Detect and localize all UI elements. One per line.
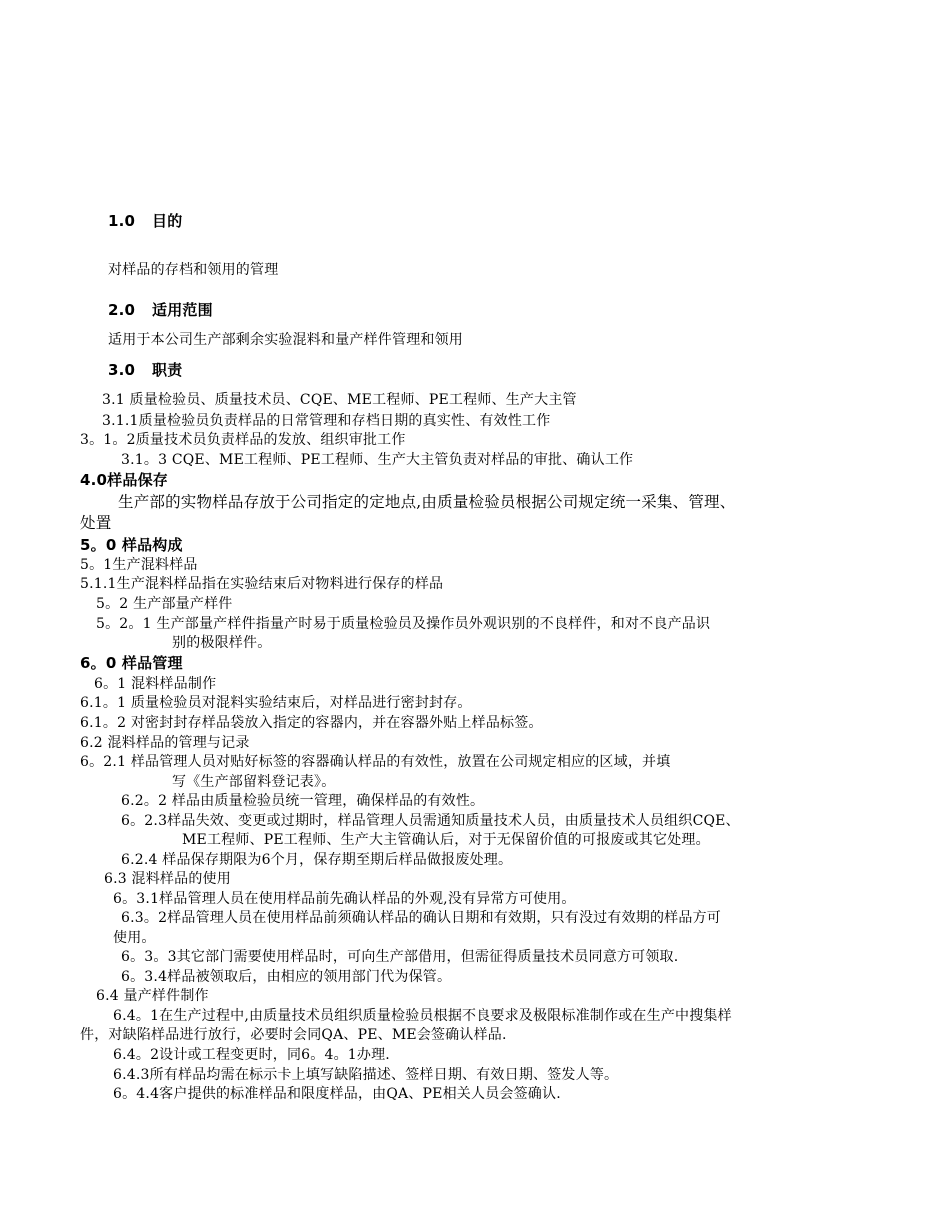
- section-4-body-line2: 处置: [80, 514, 112, 532]
- item-6-3-4: 6。3.4样品被领取后，由相应的领用部门代为保管。: [121, 969, 452, 985]
- item-6-2-1-line2: 写《生产部留料登记表》。: [172, 774, 336, 790]
- item-6-2-4: 6.2.4 样品保存期限为6个月，保存期至期后样品做报废处理。: [121, 852, 513, 868]
- section-1-body: 对样品的存档和领用的管理: [108, 262, 279, 278]
- item-5-1: 5。1生产混料样品: [80, 557, 198, 573]
- section-3-title: 职责: [152, 361, 183, 379]
- section-1-heading: [108, 212, 182, 231]
- section-3-number: 3.0: [108, 361, 136, 379]
- item-5-2: 5。2 生产部量产样件: [96, 596, 233, 612]
- item-6-2-2: 6.2。2 样品由质量检验员统一管理，确保样品的有效性。: [121, 793, 485, 809]
- item-6-3: 6.3 混料样品的使用: [104, 871, 231, 887]
- section-2-heading: [108, 301, 213, 320]
- item-5-2-1-line2: 别的极限样件。: [172, 635, 272, 651]
- item-6-2-1-line1: 6。2.1 样品管理人员对贴好标签的容器确认样品的有效性，放置在公司规定相应的区域，并填: [80, 754, 671, 770]
- item-6-4-4: 6。4.4客户提供的标准样品和限度样品，由QA、PE相关人员会签确认.: [113, 1086, 561, 1102]
- item-3-1-3: 3.1。3 CQE、ME工程师、PE工程师、生产大主管负责对样品的审批、确认工作: [121, 452, 634, 468]
- section-2-body: 适用于本公司生产部剩余实验混料和量产样件管理和领用: [108, 332, 463, 348]
- item-6-4-1-line2: 件，对缺陷样品进行放行，必要时会同QA、PE、ME会签确认样品.: [80, 1027, 507, 1043]
- section-4-heading: 4.0样品保存: [80, 471, 168, 489]
- item-6-4-3: 6.4.3所有样品均需在标示卡上填写缺陷描述、签样日期、有效日期、签发人等。: [113, 1067, 619, 1083]
- section-1-number: 1.0: [108, 212, 136, 230]
- item-6-1-1: 6.1。1 质量检验员对混料实验结束后，对样品进行密封封存。: [80, 695, 472, 711]
- item-3-1-1: 3.1.1质量检验员负责样品的日常管理和存档日期的真实性、有效性工作: [102, 413, 551, 429]
- item-6-1-2: 6.1。2 对密封封存样品袋放入指定的容器内，并在容器外贴上样品标签。: [80, 715, 543, 731]
- item-6-4-1-line1: 6.4。1在生产过程中,由质量技术员组织质量检验员根据不良要求及极限标准制作或在生产中搜集样: [113, 1008, 732, 1024]
- item-6-2-3-line2: ME工程师、PE工程师、生产大主管确认后，对于无保留价值的可报废或其它处理。: [182, 832, 710, 848]
- section-4-body-line1: 生产部的实物样品存放于公司指定的定地点,由质量检验员根据公司规定统一采集、管理、: [118, 493, 736, 511]
- item-3-1: 3.1 质量检验员、质量技术员、CQE、ME工程师、PE工程师、生产大主管: [102, 392, 577, 408]
- section-3-heading: [108, 361, 182, 380]
- item-5-2-1-line1: 5。2。1 生产部量产样件指量产时易于质量检验员及操作员外观识别的不良样件，和对不良产品识: [96, 616, 711, 632]
- item-6-4: 6.4 量产样件制作: [96, 988, 209, 1004]
- item-5-1-1: 5.1.1生产混料样品指在实验结束后对物料进行保存的样品: [80, 576, 444, 592]
- item-6-1: 6。1 混料样品制作: [94, 676, 217, 692]
- item-6-3-1: 6。3.1样品管理人员在使用样品前先确认样品的外观,没有异常方可使用。: [113, 891, 576, 907]
- item-3-1-2: 3。1。2质量技术员负责样品的发放、组织审批工作: [80, 432, 406, 448]
- section-2-number: 2.0: [108, 301, 136, 319]
- item-6-3-3: 6。3。3其它部门需要使用样品时，可向生产部借用，但需征得质量技术员同意方可领取.: [121, 949, 679, 965]
- item-6-4-2: 6.4。2设计或工程变更时，同6。4。1办理.: [113, 1047, 390, 1063]
- item-6-3-2-line2: 使用。: [113, 930, 156, 946]
- section-6-heading: 6。0 样品管理: [80, 654, 183, 672]
- section-1-title: 目的: [152, 212, 183, 230]
- section-2-title: 适用范围: [152, 301, 213, 319]
- item-6-3-2-line1: 6.3。2样品管理人员在使用样品前须确认样品的确认日期和有效期，只有没过有效期的样品方可: [121, 910, 721, 926]
- item-6-2-3-line1: 6。2.3样品失效、变更或过期时，样品管理人员需通知质量技术人员，由质量技术人员组织CQE、: [121, 813, 740, 829]
- item-6-2: 6.2 混料样品的管理与记录: [80, 735, 250, 751]
- section-5-heading: 5。0 样品构成: [80, 536, 183, 554]
